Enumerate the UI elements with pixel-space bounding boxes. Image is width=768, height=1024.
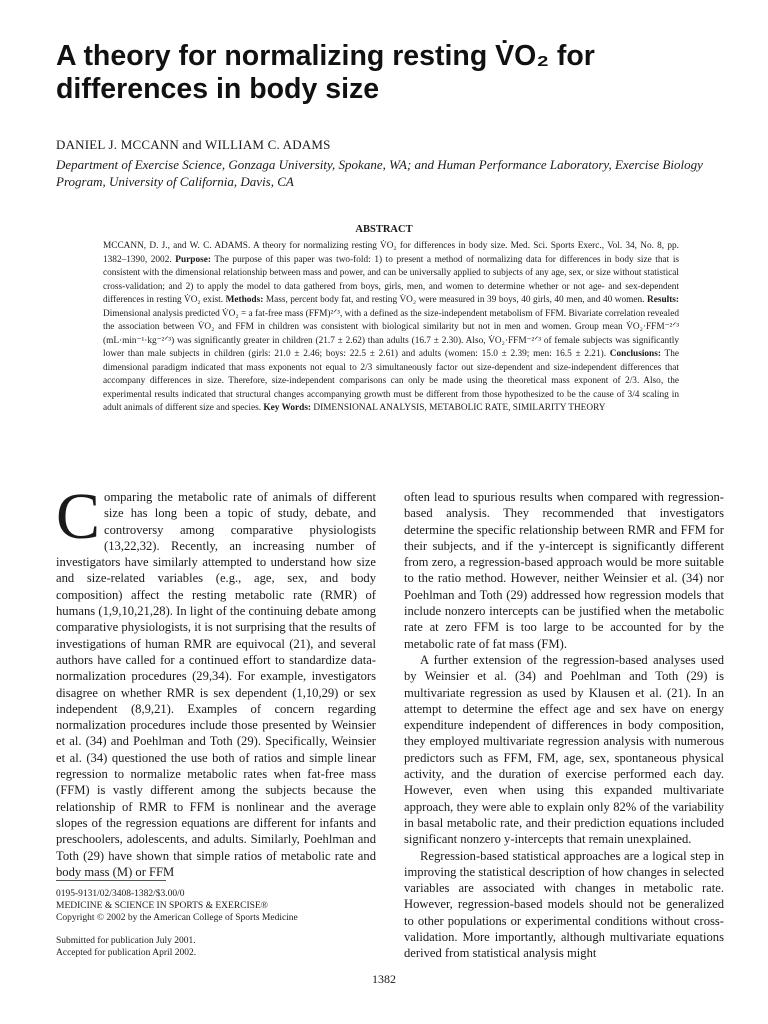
abstract-methods: Mass, percent body fat, and resting V̇O₂ were measured in 39 boys, 40 girls, 40 men, and 40 women. xyxy=(265,295,645,305)
footnote-submitted: Submitted for publication July 2001. xyxy=(56,936,196,946)
title-line-2: differences in body size xyxy=(56,73,380,105)
abstract xyxy=(103,240,679,416)
footnote-journal: MEDICINE & SCIENCE IN SPORTS & EXERCISE® xyxy=(56,901,268,911)
right-paragraph-1: often lead to spurious results when compared with regression-based analysis. They recommended that investigators determine the specific relationship between RMR and FFM for their subjects, and if the y-intercept is significantly different from zero, a regression-based approach would be more suitable to the ratio method. However, neither Weinsier et al. (34) nor Poehlman and Toth (29) addressed how regression models that include nonzero intercepts can be justified when the metabolic rate at zero FFM is too large to be accounted for by the metabolic rate of fat mass (FM). xyxy=(404,490,724,651)
conclusions-label: Conclusions: xyxy=(609,349,661,359)
body-column-right xyxy=(404,489,724,962)
title-line-1: A theory for normalizing resting V̇O₂ for xyxy=(56,40,595,72)
abstract-keywords: DIMENSIONAL ANALYSIS, METABOLIC RATE, SIMILARITY THEORY xyxy=(313,403,606,413)
paper-title xyxy=(56,40,716,106)
footnote-rule xyxy=(56,880,166,881)
body-column-left xyxy=(56,480,376,880)
drop-cap: C xyxy=(56,480,101,553)
right-paragraph-2: A further extension of the regression-based analyses used by Weinsier et al. (34) and Poehlman and Toth (29) is multivariate regression as used by Klausen et al. (21). In an attempt to determine the effect age and sex have on energy expenditure independent of differences in body composition, they employed multivariate regression analysis with numerous predictors such as FFM, FM, age, sex, spontaneous physical activity, and the duration of exercise performed each day. However, even when using this expanded multivariate approach, they were able to explain only 82% of the variability in basal metabolic rate, and their prediction equations included significant nonzero y-intercepts that remain unexplained. xyxy=(404,652,724,847)
abstract-heading: ABSTRACT xyxy=(355,224,413,235)
affiliation: Department of Exercise Science, Gonzaga University, Spokane, WA; and Human Performance Laboratory, Exercise Biology Program, University of California, Davis, CA xyxy=(56,157,703,189)
abstract-conclusions: The dimensional paradigm indicated that mass exponents not equal to 2/3 simultaneously factor out size-dependent and size-independent differences that accompany differences in size. Therefore, size-independent comparisons can only be made using the theoretical mass exponent of 2/3. Also, the experimental results indicated that structural changes accompanying growth must be different from those hypothesized to be the cause of 3/4 scaling in adult animals of different size and species. xyxy=(103,349,680,413)
footnote-copyright: Copyright © 2002 by the American College of Sports Medicine xyxy=(56,913,298,923)
footnote-accepted: Accepted for publication April 2002. xyxy=(56,948,197,958)
abstract-results: Dimensional analysis predicted V̇O₂ = a fat-free mass (FFM)²ᐟ³, with a defined as the size-independent metabolism of FFM. Bivariate correlation revealed the association between V̇O₂ and FFM in children was consistent with biological similarity but not in men and women. Group mean V̇O₂·FFM⁻²ᐟ³ (mL·min⁻¹·kg⁻²ᐟ³) was significantly greater in children (21.7 ± 2.62) than adults (16.7 ± 2.30). Also, V̇O₂·FFM⁻²ᐟ³ of female subjects was significantly lower than male subjects in children (girls: 21.0 ± 2.46; boys: 22.5 ± 2.61) and adults (women: 15.0 ± 2.39; men: 16.5 ± 2.21). xyxy=(103,308,679,359)
keywords-label: Key Words: xyxy=(263,403,312,413)
abstract-citation: MCCANN, D. J., and W. C. ADAMS. A theory for normalizing resting V̇O₂ for differences in body size. Med. Sci. Sports Exerc., Vol. 34, No. 8, pp. 1382–1390, 2002. xyxy=(103,241,679,265)
purpose-label: Purpose: xyxy=(175,254,211,265)
left-paragraph-1: omparing the metabolic rate of animals of different size has long been a topic of study, debate, and controversy among comparative physiologists (13,22,32). Recently, an increasing number of investigators have similarly attempted to understand how size and size-related variables (e.g., age, sex, and body composition) affect the resting metabolic rate (RMR) of humans (1,9,10,21,28). In light of the continuing debate among comparative physiologists, it is not surprising that the results of investigations of human RMR are equivocal (21), and several authors have called for a continued effort to standardize data-normalization procedures (29,34). For example, investigators disagree on whether RMR is sex dependent (1,10,29) or sex independent (8,9,21). Examples of concern regarding normalization procedures include those presented by Weinsier et al. (34) and Poehlman and Toth (29). Specifically, Weinsier et al. (34) questioned the use both of ratios and simple linear regression to normalize metabolic rates when fat-free mass (FFM) is vastly different among the subjects because the relationship of RMR to FFM is nonlinear and the average slopes of the regression equations are different for infants and preschoolers, adolescents, and adults. Similarly, Poehlman and Toth (29) have shown that simple ratios of metabolic rate and body mass (M) or FFM xyxy=(56,490,376,879)
authors: DANIEL J. MCCANN and WILLIAM C. ADAMS xyxy=(56,137,331,152)
footnote-code: 0195-9131/02/3408-1382/$3.00/0 xyxy=(56,889,185,899)
methods-label: Methods: xyxy=(225,295,264,305)
footnote xyxy=(56,888,376,959)
abstract-purpose: The purpose of this paper was two-fold: 1) to present a method of normalizing data for differences in body size that is consistent with the dimensional relationship between mass and power, and can be universally applied to subjects of any age, sex, or size without statistical cross-validation; and 2) to apply the model to data gathered from boys, girls, men, and women to determine whether or not age- and sex-dependent differences in resting V̇O₂ exist. xyxy=(103,254,680,305)
results-label: Results: xyxy=(647,295,680,305)
body-paragraph xyxy=(56,480,376,880)
page-number: 1382 xyxy=(372,972,396,986)
right-paragraph-3: Regression-based statistical approaches are a logical step in improving the statistical description of how changes in selected variables are associated with changes in metabolic rate. However, regression-based models should not be generalized to other populations or experimental conditions without cross-validation. More importantly, although multivariate equations derived from statistical analysis might xyxy=(404,848,724,961)
